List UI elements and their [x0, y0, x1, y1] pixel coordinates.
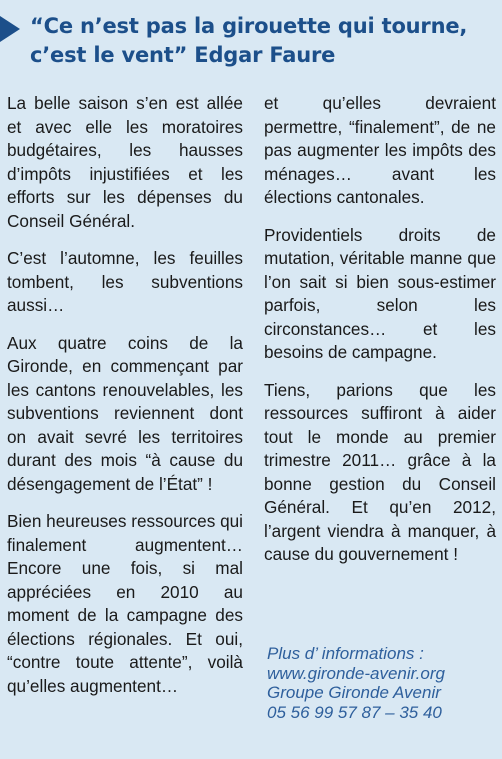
- paragraph: Providentiels droits de mutation, véritable manne que l’on sait si bien sous-estimer parfois, selon les circonstances… et les besoins de campagne.: [264, 224, 496, 362]
- paragraph: Aux quatre coins de la Gironde, en commençant par les cantons renouvelables, les subventions reviennent dont on avait sevré les territoires durant des mois “à cause du désengagement de l’État” !: [7, 332, 243, 494]
- paragraph: Tiens, parions que les ressources suffiront à aider tout le monde au premier trimestre 2011… grâce à la bonne gestion du Conseil Général. Et qu’en 2012, l’argent viendra à manquer, à cause du gouvernement !: [264, 379, 496, 564]
- info-heading: Plus d’ informations :: [267, 644, 424, 663]
- left-column: [7, 92, 243, 712]
- paragraph: C’est l’automne, les feuilles tombent, les subventions aussi…: [7, 248, 243, 315]
- title-line-2: c’est le vent” Edgar Faure: [30, 43, 336, 67]
- paragraph: et qu’elles devraient permettre, “finalement”, de ne pas augmenter les impôts des ménages… avant les élections cantonales.: [264, 93, 496, 207]
- triangle-right-icon: [0, 16, 20, 42]
- contact-info: [267, 644, 497, 722]
- website-link[interactable]: www.gironde-avenir.org: [267, 663, 445, 683]
- title-line-1: “Ce n’est pas la girouette qui tourne,: [30, 14, 468, 38]
- right-column: [264, 92, 496, 581]
- phone-number: 05 56 99 57 87 – 35 40: [267, 702, 442, 722]
- group-name: Groupe Gironde Avenir: [267, 683, 441, 702]
- paragraph: La belle saison s’en est allée et avec elle les moratoires budgétaires, les hausses d’impôts injustifiées et les efforts sur les dépenses du Conseil Général.: [7, 93, 243, 231]
- paragraph: Bien heureuses ressources qui finalement augmentent… Encore une fois, si mal appréciées en 2010 au moment de la campagne des élections régionales. Et oui, “contre toute attente”, voilà qu’elles augmentent…: [7, 511, 243, 696]
- article-title: [30, 12, 495, 70]
